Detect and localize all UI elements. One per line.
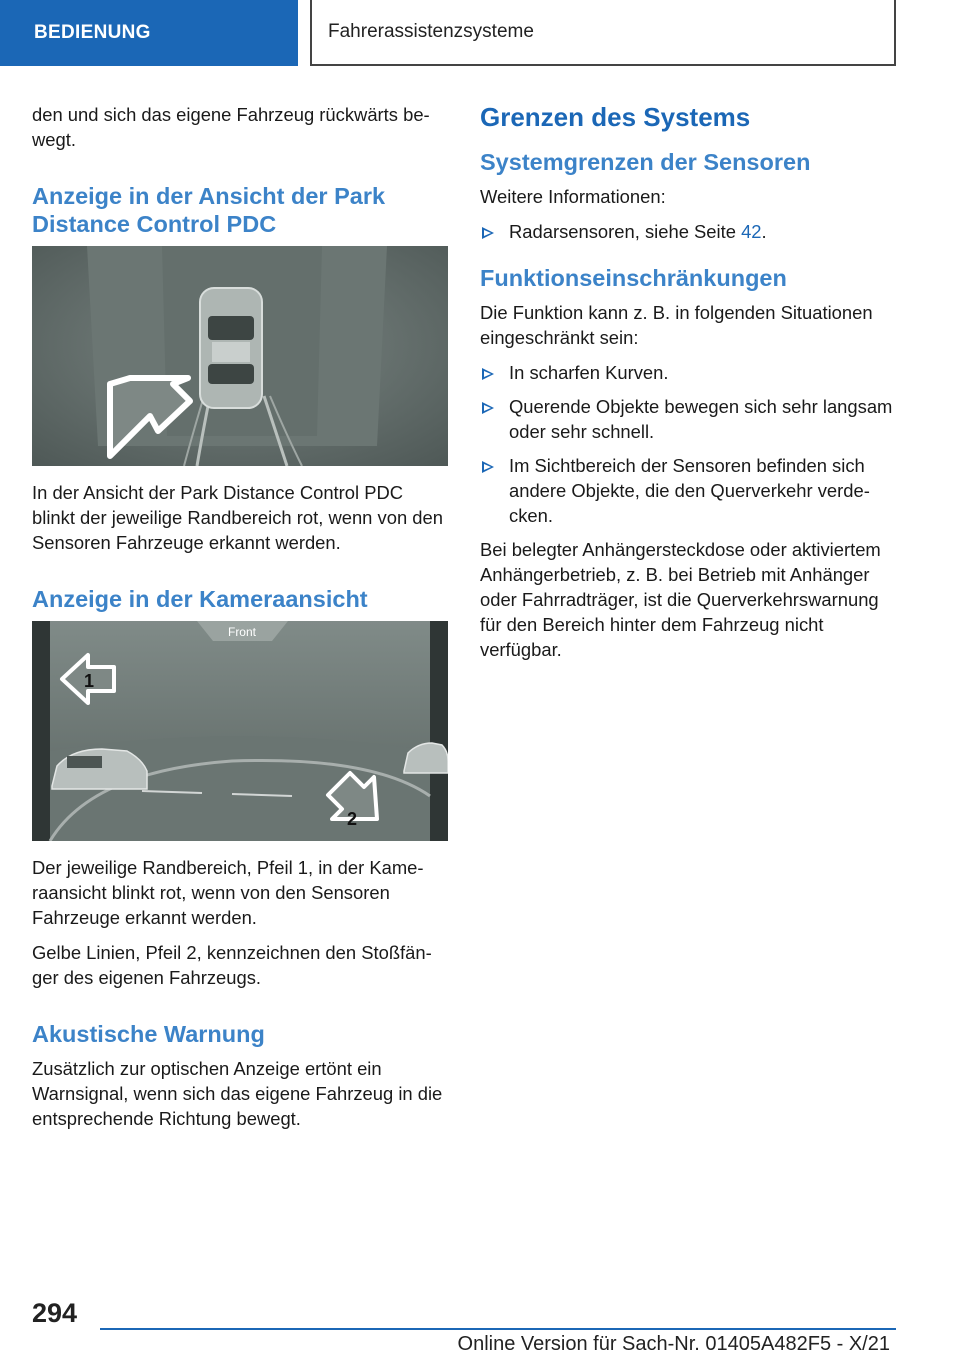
acoustic-heading: Akustische Warnung: [32, 1021, 265, 1047]
list-item: [480, 394, 896, 444]
sensor-limits-list: [480, 219, 896, 244]
front-label-tab: [197, 621, 288, 641]
camera-heading: Anzeige in der Kameraansicht: [32, 586, 368, 612]
intro-paragraph: den und sich das eigene Fahrzeug rückwärts bewegt.: [32, 104, 430, 150]
page-number: 294: [32, 1298, 78, 1328]
car-top-view: [200, 288, 262, 408]
list-item-suffix: .: [761, 221, 767, 242]
front-label: Front: [227, 625, 257, 639]
pdc-view-illustration: [32, 246, 448, 466]
list-item: [480, 453, 896, 528]
triangle-bullet-icon: [482, 402, 494, 414]
left-column: [32, 102, 448, 1141]
sensor-limits-heading: Systemgrenzen der Sensoren: [480, 149, 811, 175]
list-item-text: Im Sichtbereich der Sensoren befinden sich andere Objekte, die den Querverkehr verdecken.: [509, 455, 870, 526]
section-tab: BEDIENUNG: [0, 0, 298, 66]
list-item-text: In scharfen Kurven.: [509, 362, 669, 383]
camera-view-illustration: [32, 621, 448, 841]
camera-caption-1: Der jeweilige Randbereich, Pfeil 1, in der Kameraansicht blinkt rot, wenn von den Sensoren Fahrzeuge erkannt werden.: [32, 857, 424, 928]
function-limits-text: Die Funktion kann z. B. in folgenden Situationen eingeschränkt sein:: [480, 302, 873, 348]
right-column: [480, 102, 896, 672]
list-item-text: Querende Objekte bewegen sich sehr langsam oder sehr schnell.: [509, 396, 893, 442]
pdc-caption: In der Ansicht der Park Distance Control PDC blinkt der jeweilige Randbereich rot, wenn von den Sensoren Fahrzeuge erkannt werden.: [32, 482, 443, 553]
limits-heading: Grenzen des Systems: [480, 102, 751, 132]
triangle-bullet-icon: [482, 227, 494, 239]
list-item: [480, 360, 896, 385]
acoustic-text: Zusätzlich zur optischen Anzeige ertönt ein Warnsignal, wenn sich das eigene Fahrzeug in die entsprechende Richtung bewegt.: [32, 1058, 443, 1129]
triangle-bullet-icon: [482, 461, 494, 473]
list-item: [480, 219, 896, 244]
triangle-bullet-icon: [482, 368, 494, 380]
chapter-title: Fahrerassistenzsysteme: [310, 0, 896, 66]
online-version-note: Online Version für Sach-Nr. 01405A482F5 - X/21: [457, 1333, 890, 1355]
function-limits-heading: Funktionseinschränkungen: [480, 265, 787, 291]
arrow-1-label: 1: [83, 671, 95, 691]
page-link[interactable]: 42: [741, 221, 762, 242]
camera-caption-2: Gelbe Linien, Pfeil 2, kennzeichnen den Stoßfänger des eigenen Fahrzeugs.: [32, 942, 432, 988]
trailer-note: Bei belegter Anhängersteckdose oder aktiviertem Anhängerbetrieb, z. B. bei Betrieb mit Anhänger oder Fahrradträger, ist die Querverkehrswarnung für den Bereich hinter dem Fahrzeug nicht verfügbar.: [480, 539, 881, 660]
arrow-2-label: 2: [346, 809, 358, 829]
list-item-text: Radarsensoren, siehe Seite: [509, 221, 742, 242]
sensor-limits-text: Weitere Informationen:: [480, 186, 666, 207]
function-limits-list: [480, 360, 896, 528]
pdc-heading: Anzeige in der Ansicht der Park Distance Control PDC: [32, 183, 386, 237]
footer-divider: [100, 1328, 896, 1330]
